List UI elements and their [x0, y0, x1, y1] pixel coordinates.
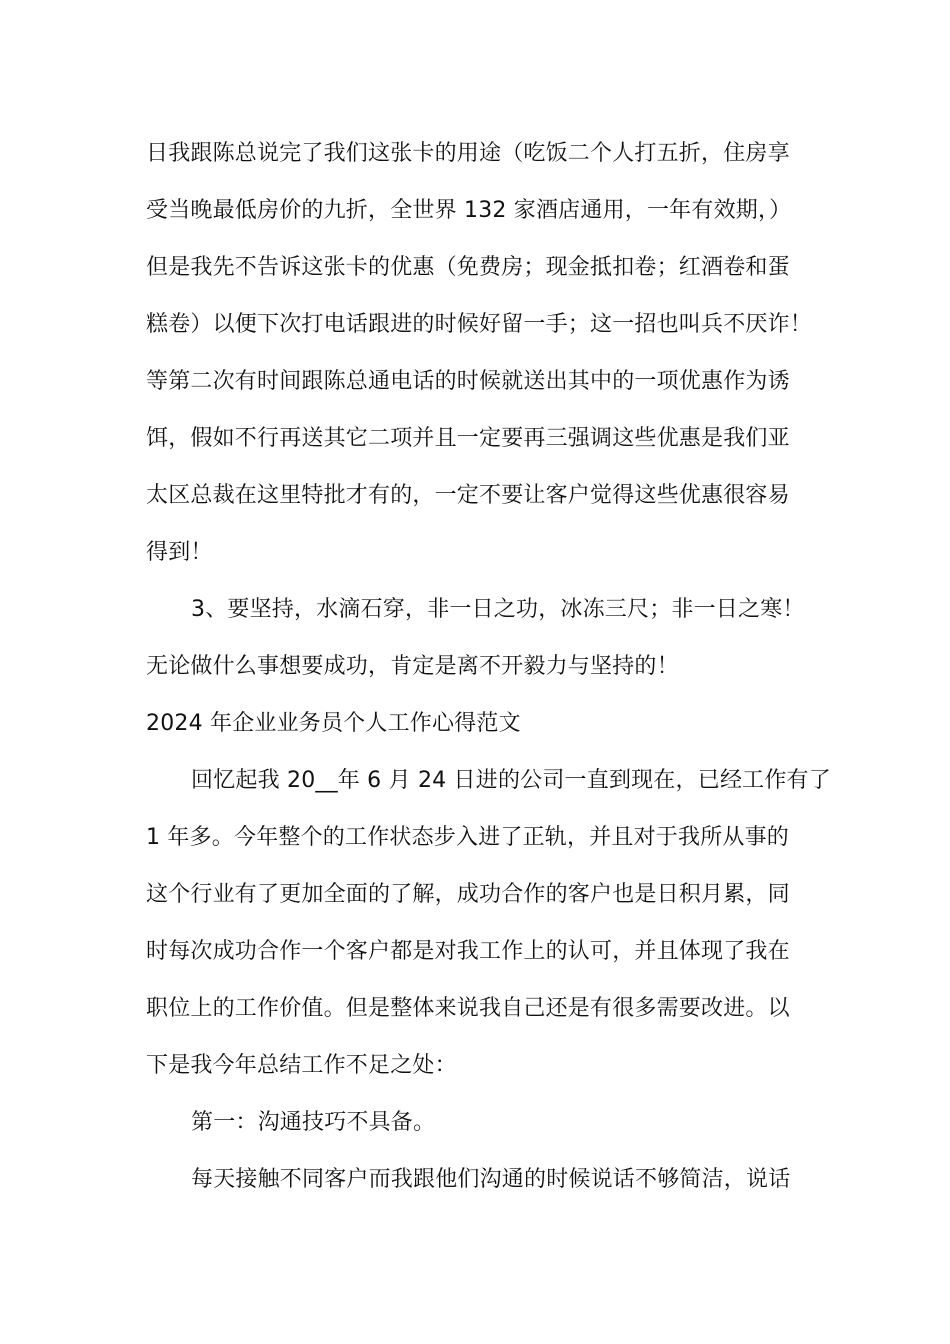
body-text-line: 这个行业有了更加全面的了解，成功合作的客户也是日积月累，同: [146, 882, 790, 907]
body-text-line: 饵，假如不行再送其它二项并且一定要再三强调这些优惠是我们亚: [146, 426, 790, 451]
body-text-line: 下是我今年总结工作不足之处：: [146, 1053, 457, 1078]
body-text-line: 等第二次有时间跟陈总通电话的时候就送出其中的一项优惠作为诱: [146, 369, 790, 394]
body-text-line: 1 年多。今年整个的工作状态步入进了正轨，并且对于我所从事的: [146, 825, 789, 850]
body-text-line: 回忆起我 20__年 6 月 24 日进的公司一直到现在，已经工作有了: [191, 768, 831, 793]
body-text-line: 但是我先不告诉这张卡的优惠（免费房；现金抵扣卷；红酒卷和蛋: [146, 255, 790, 280]
body-text-line: 3、要坚持，水滴石穿，非一日之功，冰冻三尺；非一日之寒！: [191, 597, 805, 622]
body-text-line: 每天接触不同客户而我跟他们沟通的时候说话不够简洁，说话: [191, 1167, 791, 1192]
body-text-line: 职位上的工作价值。但是整体来说我自己还是有很多需要改进。以: [146, 996, 790, 1021]
body-text-line: 得到！: [146, 540, 213, 565]
body-text-line: 第一：沟通技巧不具备。: [191, 1110, 436, 1135]
body-text-line: 日我跟陈总说完了我们这张卡的用途（吃饭二个人打五折，住房享: [146, 141, 790, 166]
body-text-line: 无论做什么事想要成功，肯定是离不开毅力与坚持的！: [146, 654, 679, 679]
body-text-line: 受当晚最低房价的九折，全世界 132 家酒店通用，一年有效期，）: [146, 198, 792, 223]
section-heading: 2024 年企业业务员个人工作心得范文: [146, 711, 521, 736]
body-text-line: 太区总裁在这里特批才有的，一定不要让客户觉得这些优惠很容易: [146, 483, 790, 508]
body-text-line: 时每次成功合作一个客户都是对我工作上的认可，并且体现了我在: [146, 939, 790, 964]
body-text-line: 糕卷）以便下次打电话跟进的时候好留一手；这一招也叫兵不厌诈！: [146, 312, 813, 337]
